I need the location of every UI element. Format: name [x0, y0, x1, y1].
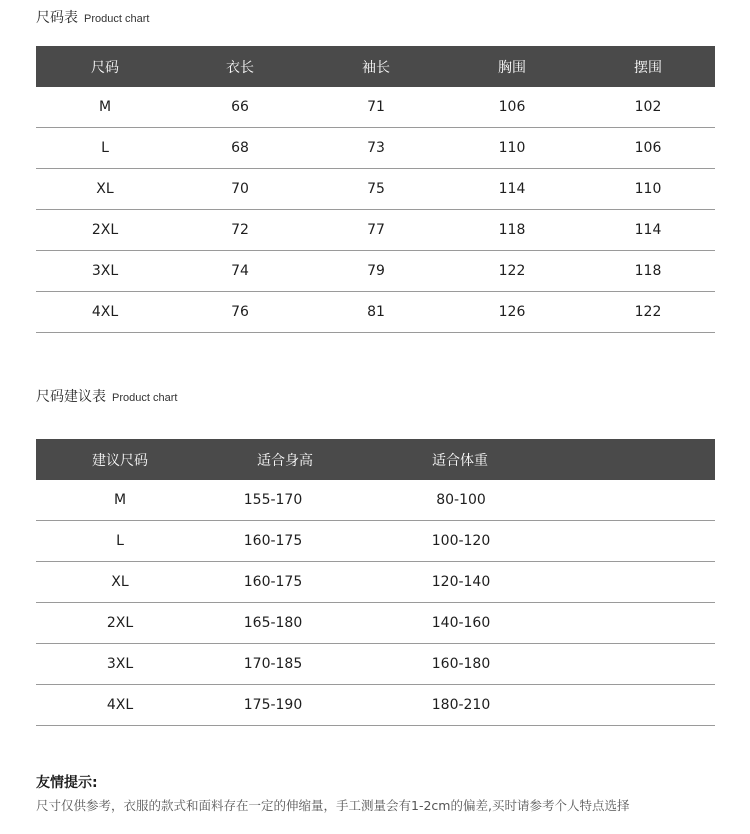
- tips-title: 友情提示:: [36, 775, 98, 791]
- table-row: [36, 603, 715, 644]
- cell-weight: 80-100: [436, 492, 486, 508]
- table-row: [36, 480, 715, 521]
- cell-size: 4XL: [91, 304, 119, 320]
- recommend-chart-title-zh: 尺码建议表: [36, 389, 106, 405]
- table-row: [36, 644, 715, 685]
- table-row: [36, 169, 715, 210]
- cell-size: 3XL: [106, 656, 134, 672]
- cell-size: 2XL: [91, 222, 119, 238]
- recommend-chart-title: [36, 386, 177, 406]
- header-chest: 胸围: [498, 59, 526, 76]
- header-sleeve: 袖长: [362, 59, 390, 76]
- cell-sleeve: 71: [367, 99, 385, 115]
- header-hem: 摆围: [634, 59, 662, 76]
- recommend-chart-header: [36, 439, 715, 480]
- cell-hem: 106: [634, 140, 662, 156]
- cell-length: 68: [231, 140, 249, 156]
- cell-chest: 114: [498, 181, 526, 197]
- header-length: 衣长: [226, 59, 254, 76]
- cell-height: 160-175: [243, 574, 303, 590]
- table-row: [36, 251, 715, 292]
- cell-weight: 160-180: [431, 656, 491, 672]
- cell-size: 2XL: [106, 615, 134, 631]
- cell-height: 170-185: [243, 656, 303, 672]
- cell-size: 4XL: [106, 697, 134, 713]
- table-row: [36, 292, 715, 333]
- cell-length: 72: [231, 222, 249, 238]
- cell-chest: 122: [498, 263, 526, 279]
- cell-height: 155-170: [243, 492, 303, 508]
- cell-height: 165-180: [243, 615, 303, 631]
- header-size: 尺码: [91, 59, 119, 76]
- cell-height: 160-175: [243, 533, 303, 549]
- cell-hem: 114: [634, 222, 662, 238]
- table-row: [36, 128, 715, 169]
- cell-size: L: [101, 140, 109, 156]
- cell-weight: 100-120: [431, 533, 491, 549]
- cell-sleeve: 73: [367, 140, 385, 156]
- cell-weight: 120-140: [431, 574, 491, 590]
- table-row: [36, 87, 715, 128]
- cell-length: 76: [231, 304, 249, 320]
- size-chart-title-zh: 尺码表: [36, 10, 78, 26]
- cell-chest: 118: [498, 222, 526, 238]
- cell-size: 3XL: [91, 263, 119, 279]
- cell-hem: 102: [634, 99, 662, 115]
- table-row: [36, 521, 715, 562]
- header-weight: 适合体重: [432, 452, 488, 469]
- cell-weight: 140-160: [431, 615, 491, 631]
- tips-text: 尺寸仅供参考，衣服的款式和面料存在一定的伸缩量，手工测量会有1-2cm的偏差,买时请参考个人特点选择: [36, 798, 630, 813]
- cell-length: 70: [231, 181, 249, 197]
- cell-chest: 126: [498, 304, 526, 320]
- recommend-chart-table: [36, 439, 715, 726]
- table-row: [36, 562, 715, 603]
- cell-size: M: [113, 492, 127, 508]
- recommend-chart-title-en: Product chart: [112, 392, 178, 404]
- cell-weight: 180-210: [431, 697, 491, 713]
- size-chart-header: [36, 46, 715, 87]
- table-row: [36, 685, 715, 726]
- cell-size: XL: [111, 574, 129, 590]
- size-chart-table: [36, 46, 715, 333]
- cell-sleeve: 75: [367, 181, 385, 197]
- cell-length: 74: [231, 263, 249, 279]
- cell-length: 66: [231, 99, 249, 115]
- cell-size: M: [98, 99, 112, 115]
- cell-hem: 110: [634, 181, 662, 197]
- header-height: 适合身高: [257, 452, 313, 469]
- cell-size: L: [116, 533, 124, 549]
- size-chart-title: [36, 7, 149, 27]
- cell-height: 175-190: [243, 697, 303, 713]
- cell-size: XL: [96, 181, 114, 197]
- header-recommended-size: 建议尺码: [92, 452, 148, 469]
- size-chart-title-en: Product chart: [84, 13, 150, 25]
- cell-chest: 106: [498, 99, 526, 115]
- table-row: [36, 210, 715, 251]
- cell-hem: 118: [634, 263, 662, 279]
- cell-sleeve: 79: [367, 263, 385, 279]
- cell-hem: 122: [634, 304, 662, 320]
- cell-sleeve: 77: [367, 222, 385, 238]
- cell-sleeve: 81: [367, 304, 385, 320]
- cell-chest: 110: [498, 140, 526, 156]
